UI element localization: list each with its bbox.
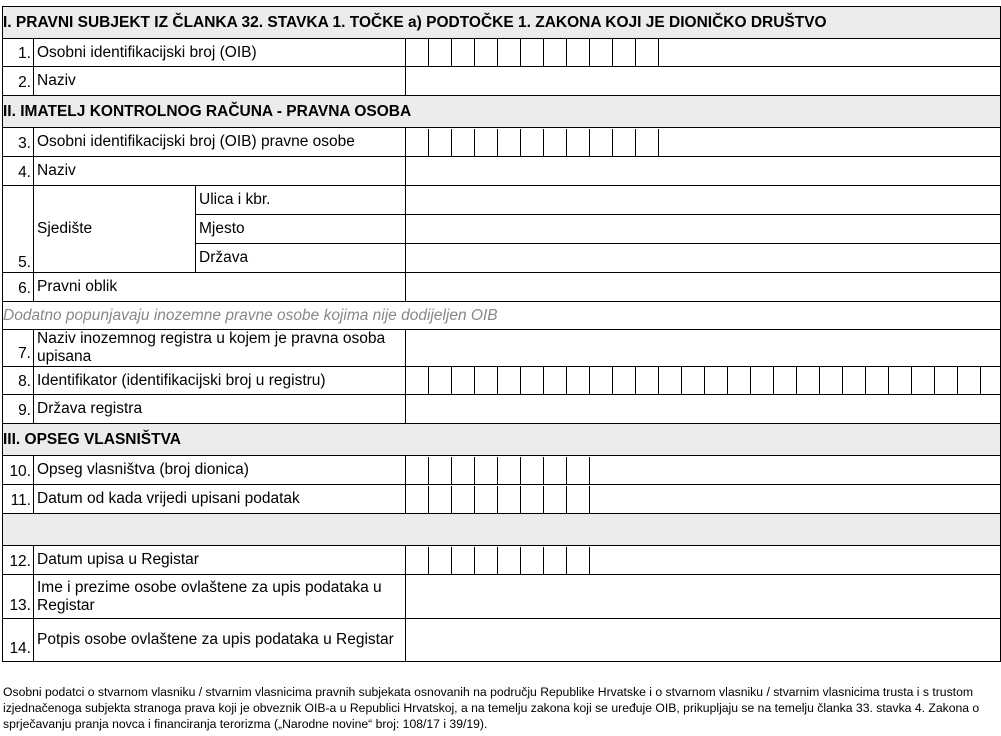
character-box[interactable] <box>659 367 682 394</box>
character-box[interactable] <box>567 547 590 574</box>
row-number: 5. <box>18 254 31 271</box>
character-box[interactable] <box>498 547 521 574</box>
section-3-title: III. OPSEG VLASNIŠTVA <box>3 424 1001 456</box>
character-box[interactable] <box>590 367 613 394</box>
character-box[interactable] <box>636 129 659 156</box>
ulica-input[interactable] <box>406 186 1001 215</box>
row-4 <box>3 157 1001 186</box>
character-box[interactable] <box>567 457 590 484</box>
character-box[interactable] <box>429 457 452 484</box>
character-box[interactable] <box>429 486 452 513</box>
character-box[interactable] <box>544 486 567 513</box>
character-box[interactable] <box>774 367 797 394</box>
character-box[interactable] <box>429 367 452 394</box>
section-2-title: II. IMATELJ KONTROLNOG RAČUNA - PRAVNA OSOBA <box>3 96 1001 128</box>
row-number: 2. <box>18 74 31 91</box>
row-number: 7. <box>18 345 31 362</box>
character-box[interactable] <box>820 367 843 394</box>
character-box[interactable] <box>590 39 613 66</box>
character-box[interactable] <box>475 39 498 66</box>
legal-footnote: Osobni podatci o stvarnom vlasniku / stvarnim vlasnicima pravnih subjekata osnovanih na području Republike Hrvatske i o stvarnom vlasniku / stvarnim vlasnicima trusta i s trustom izjednačenoga subjekta stranoga prava koji je obveznik OIB-a u Republici Hrvatskoj, a na temelju zakona koji se uređuje OIB, prikupljaju se na temelju članka 33. stavka 4. Zakona o sprječavanju pranja novca i financiranja terorizma („Narodne novine“ broj: 108/17 i 39/19). <box>3 685 980 731</box>
row-label: Potpis osobe ovlaštene za upis podataka u Registar <box>34 619 406 662</box>
row-number: 9. <box>18 402 31 419</box>
naziv-pravne-osobe-input[interactable] <box>406 157 1001 186</box>
sub-label-mjesto: Mjesto <box>196 215 406 244</box>
potpis-input[interactable] <box>406 619 1001 662</box>
character-box[interactable] <box>636 367 659 394</box>
character-box[interactable] <box>889 367 912 394</box>
character-box[interactable] <box>429 129 452 156</box>
row-number: 13. <box>9 597 31 614</box>
row-6 <box>3 273 1001 302</box>
character-box[interactable] <box>544 457 567 484</box>
character-box[interactable] <box>406 486 429 513</box>
character-box[interactable] <box>475 129 498 156</box>
section-3-header <box>3 424 1001 456</box>
naziv-input[interactable] <box>406 67 1001 96</box>
character-box[interactable] <box>521 129 544 156</box>
character-box[interactable] <box>544 547 567 574</box>
character-box[interactable] <box>452 486 475 513</box>
character-box[interactable] <box>475 367 498 394</box>
row-number: 6. <box>18 280 31 297</box>
row-label: Identifikator (identifikacijski broj u registru) <box>34 367 406 395</box>
identifikator-input[interactable] <box>406 367 1001 395</box>
character-box[interactable] <box>406 129 429 156</box>
row-5a <box>3 186 1001 215</box>
row-number: 1. <box>18 45 31 62</box>
row-number: 4. <box>18 164 31 181</box>
character-box[interactable] <box>521 367 544 394</box>
row-label: Naziv <box>34 157 406 186</box>
character-box[interactable] <box>521 39 544 66</box>
section-2-header <box>3 96 1001 128</box>
character-box[interactable] <box>567 129 590 156</box>
row-9 <box>3 395 1001 424</box>
row-label: Sjedište <box>34 186 196 273</box>
character-box[interactable] <box>429 39 452 66</box>
character-box[interactable] <box>567 367 590 394</box>
row-number: 12. <box>9 553 31 570</box>
character-box[interactable] <box>544 129 567 156</box>
character-box[interactable] <box>567 39 590 66</box>
datum-vrijedi-input[interactable] <box>406 485 1001 514</box>
row-label: Naziv inozemnog registra u kojem je pravna osoba upisana <box>34 330 406 367</box>
row-number: 3. <box>18 135 31 152</box>
note-text: Dodatno popunjavaju inozemne pravne osobe kojima nije dodijeljen OIB <box>3 302 1001 330</box>
character-box[interactable] <box>521 457 544 484</box>
character-box[interactable] <box>958 367 981 394</box>
character-box[interactable] <box>613 367 636 394</box>
character-box[interactable] <box>521 547 544 574</box>
character-box[interactable] <box>636 39 659 66</box>
row-label: Opseg vlasništva (broj dionica) <box>34 456 406 485</box>
character-box[interactable] <box>475 457 498 484</box>
oib-input[interactable] <box>406 39 1001 67</box>
row-label: Pravni oblik <box>34 273 406 302</box>
character-box[interactable] <box>544 367 567 394</box>
character-box[interactable] <box>406 457 429 484</box>
character-box[interactable] <box>705 367 728 394</box>
character-box[interactable] <box>498 486 521 513</box>
row-label: Država registra <box>34 395 406 424</box>
character-box[interactable] <box>797 367 820 394</box>
datum-upisa-input[interactable] <box>406 546 1001 575</box>
row-number: 11. <box>10 492 31 509</box>
row-label: Datum od kada vrijedi upisani podatak <box>34 485 406 514</box>
character-box[interactable] <box>406 39 429 66</box>
note-row <box>3 302 1001 330</box>
character-box[interactable] <box>843 367 866 394</box>
character-box[interactable] <box>452 457 475 484</box>
sub-label-ulica: Ulica i kbr. <box>196 186 406 215</box>
row-number: 10. <box>9 463 31 480</box>
character-box[interactable] <box>521 486 544 513</box>
section-1-title: I. PRAVNI SUBJEKT IZ ČLANKA 32. STAVKA 1. TOČKE a) PODTOČKE 1. ZAKONA KOJI JE DIONIČKO DRUŠTVO <box>3 7 1001 39</box>
character-box[interactable] <box>544 39 567 66</box>
character-box[interactable] <box>475 486 498 513</box>
row-label: Osobni identifikacijski broj (OIB) pravne osobe <box>34 128 406 157</box>
character-box[interactable] <box>613 39 636 66</box>
ime-prezime-input[interactable] <box>406 575 1001 619</box>
character-box[interactable] <box>429 547 452 574</box>
row-label: Datum upisa u Registar <box>34 546 406 575</box>
character-box[interactable] <box>452 129 475 156</box>
character-box[interactable] <box>498 129 521 156</box>
sub-label-drzava: Država <box>196 244 406 273</box>
character-box[interactable] <box>728 367 751 394</box>
row-number: 8. <box>18 373 31 390</box>
row-13 <box>3 575 1001 619</box>
row-label: Ime i prezime osobe ovlaštene za upis podataka u Registar <box>34 575 406 619</box>
character-box[interactable] <box>452 39 475 66</box>
naziv-registra-input[interactable] <box>406 330 1001 367</box>
row-10 <box>3 456 1001 485</box>
character-box[interactable] <box>475 547 498 574</box>
character-box[interactable] <box>751 367 774 394</box>
character-box[interactable] <box>935 367 958 394</box>
character-box[interactable] <box>406 547 429 574</box>
row-8 <box>3 367 1001 395</box>
row-2 <box>3 67 1001 96</box>
character-box[interactable] <box>567 486 590 513</box>
row-12 <box>3 546 1001 575</box>
row-7 <box>3 330 1001 367</box>
blank-separator-row <box>3 514 1001 546</box>
row-11 <box>3 485 1001 514</box>
character-box[interactable] <box>590 129 613 156</box>
character-box[interactable] <box>498 367 521 394</box>
character-box[interactable] <box>498 457 521 484</box>
character-box[interactable] <box>452 547 475 574</box>
row-number: 14. <box>9 640 31 657</box>
character-box[interactable] <box>498 39 521 66</box>
opseg-vlasnistva-input[interactable] <box>406 456 1001 485</box>
row-14 <box>3 619 1001 662</box>
character-box[interactable] <box>613 129 636 156</box>
drzava-input[interactable] <box>406 244 1001 273</box>
row-label: Naziv <box>34 67 406 96</box>
character-box[interactable] <box>912 367 935 394</box>
row-label: Osobni identifikacijski broj (OIB) <box>34 39 406 67</box>
section-1-header <box>3 7 1001 39</box>
character-box[interactable] <box>682 367 705 394</box>
drzava-registra-input[interactable] <box>406 395 1001 424</box>
registration-form <box>2 6 1001 662</box>
character-box[interactable] <box>866 367 889 394</box>
character-box[interactable] <box>452 367 475 394</box>
row-1 <box>3 39 1001 67</box>
oib-pravne-osobe-input[interactable] <box>406 128 1001 157</box>
mjesto-input[interactable] <box>406 215 1001 244</box>
pravni-oblik-input[interactable] <box>406 273 1001 302</box>
character-box[interactable] <box>406 367 429 394</box>
row-3 <box>3 128 1001 157</box>
